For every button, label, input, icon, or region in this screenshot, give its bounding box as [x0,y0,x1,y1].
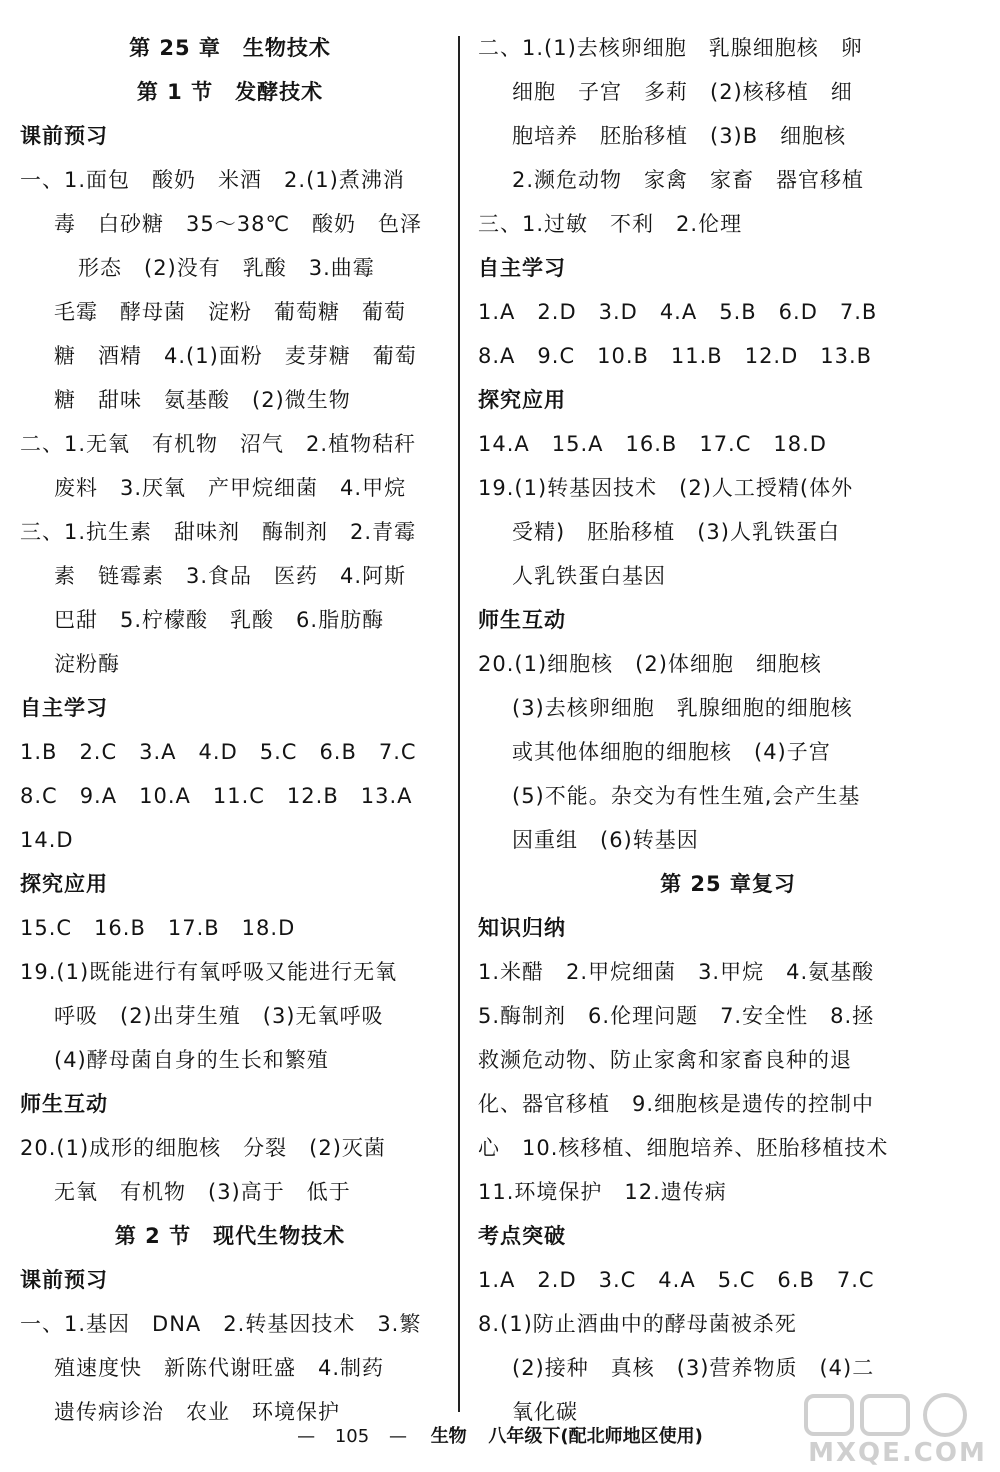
heading-explore: 探究应用 [20,872,108,896]
answer-line: 遗传病诊治 农业 环境保护 [54,1400,340,1424]
answer-line: 15.C 16.B 17.B 18.D [20,916,296,940]
answer-line: 二、1.(1)去核卵细胞 乳腺细胞核 卵 [478,36,863,60]
answer-line: 呼吸 (2)出芽生殖 (3)无氧呼吸 [54,1004,384,1028]
section-1-title: 第 1 节 发酵技术 [136,80,324,104]
answer-line: 三、1.抗生素 甜味剂 酶制剂 2.青霉 [20,520,417,544]
answer-line: 三、1.过敏 不利 2.伦理 [478,212,743,236]
answer-line: 人乳铁蛋白基因 [512,564,666,588]
answer-line: 或其他体细胞的细胞核 (4)子宫 [512,740,831,764]
column-divider [458,36,460,1412]
watermark-site-text: MXQE.COM [808,1438,987,1468]
answer-line: 无氧 有机物 (3)高于 低于 [54,1180,351,1204]
answer-line: 一、1.面包 酸奶 米酒 2.(1)煮沸消 [20,168,405,192]
review-title: 第 25 章复习 [660,872,796,896]
answer-line: 化、器官移植 9.细胞核是遗传的控制中 [478,1092,875,1116]
answer-line: 氧化碳 [512,1400,578,1424]
answer-line: 1.米醋 2.甲烷细菌 3.甲烷 4.氨基酸 [478,960,875,984]
chapter-title: 第 25 章 生物技术 [129,36,331,60]
answer-line: 1.B 2.C 3.A 4.D 5.C 6.B 7.C [20,740,417,764]
heading-self-study: 自主学习 [20,696,108,720]
footer-dash-right: — [388,1426,407,1447]
answer-line: 细胞 子宫 多莉 (2)核移植 细 [512,80,853,104]
answer-line: 5.酶制剂 6.伦理问题 7.安全性 8.拯 [478,1004,875,1028]
answer-line: 糖 甜味 氨基酸 (2)微生物 [54,388,351,412]
answer-line: 8.C 9.A 10.A 11.C 12.B 13.A [20,784,413,808]
answer-line: 11.环境保护 12.遗传病 [478,1180,727,1204]
answer-line: 2.濒危动物 家禽 家畜 器官移植 [512,168,865,192]
answer-line: 14.D [20,828,74,852]
answer-line: 二、1.无氧 有机物 沼气 2.植物秸秆 [20,432,417,456]
answer-line: (3)去核卵细胞 乳腺细胞的细胞核 [512,696,853,720]
answer-line: 胞培养 胚胎移植 (3)B 细胞核 [512,124,847,148]
heading-interact: 师生互动 [20,1092,108,1116]
answer-line: 救濒危动物、防止家禽和家畜良种的退 [478,1048,852,1072]
watermark-badge-icon [800,1390,995,1440]
heading-pre-study-2: 课前预习 [20,1268,108,1292]
heading-knowledge: 知识归纳 [478,916,566,940]
answer-line: 心 10.核移植、细胞培养、胚胎移植技术 [478,1136,889,1160]
answer-line: 因重组 (6)转基因 [512,828,699,852]
watermark-logo [800,1390,995,1470]
answer-line: 20.(1)成形的细胞核 分裂 (2)灭菌 [20,1136,386,1160]
answer-line: (5)不能。杂交为有性生殖,会产生基 [512,784,861,808]
answer-line: 受精) 胚胎移植 (3)人乳铁蛋白 [512,520,840,544]
answer-line: 毛霉 酵母菌 淀粉 葡萄糖 葡萄 [54,300,406,324]
footer-dash-left: — [297,1426,316,1447]
answer-line: 8.(1)防止酒曲中的酵母菌被杀死 [478,1312,797,1336]
footer-grade: 八年级下(配北师地区使用) [488,1426,703,1447]
answer-line: (2)接种 真核 (3)营养物质 (4)二 [512,1356,875,1380]
answer-line: 19.(1)转基因技术 (2)人工授精(体外 [478,476,854,500]
heading-interact: 师生互动 [478,608,566,632]
answer-line: 毒 白砂糖 35～38℃ 酸奶 色泽 [54,212,423,236]
answer-line: 一、1.基因 DNA 2.转基因技术 3.繁 [20,1312,422,1336]
answer-line: 20.(1)细胞核 (2)体细胞 细胞核 [478,652,822,676]
answer-line: 1.A 2.D 3.C 4.A 5.C 6.B 7.C [478,1268,875,1292]
answer-line: (4)酵母菌自身的生长和繁殖 [54,1048,329,1072]
answer-line: 殖速度快 新陈代谢旺盛 4.制药 [54,1356,385,1380]
heading-pre-study: 课前预习 [20,124,108,148]
section-2-title: 第 2 节 现代生物技术 [114,1224,346,1248]
answer-line: 14.A 15.A 16.B 17.C 18.D [478,432,827,456]
answer-line: 素 链霉素 3.食品 医药 4.阿斯 [54,564,407,588]
answer-line: 形态 (2)没有 乳酸 3.曲霉 [78,256,375,280]
answer-line: 糖 酒精 4.(1)面粉 麦芽糖 葡萄 [54,344,417,368]
heading-explore: 探究应用 [478,388,566,412]
heading-self-study: 自主学习 [478,256,566,280]
heading-breakthrough: 考点突破 [478,1224,566,1248]
answer-line: 8.A 9.C 10.B 11.B 12.D 13.B [478,344,873,368]
answer-line: 19.(1)既能进行有氧呼吸又能进行无氧 [20,960,398,984]
answer-line: 淀粉酶 [54,652,120,676]
footer-subject: 生物 [430,1426,467,1447]
answer-line: 废料 3.厌氧 产甲烷细菌 4.甲烷 [54,476,407,500]
page-number: 105 [334,1426,370,1447]
answer-line: 1.A 2.D 3.D 4.A 5.B 6.D 7.B [478,300,878,324]
answer-line: 巴甜 5.柠檬酸 乳酸 6.脂肪酶 [54,608,385,632]
